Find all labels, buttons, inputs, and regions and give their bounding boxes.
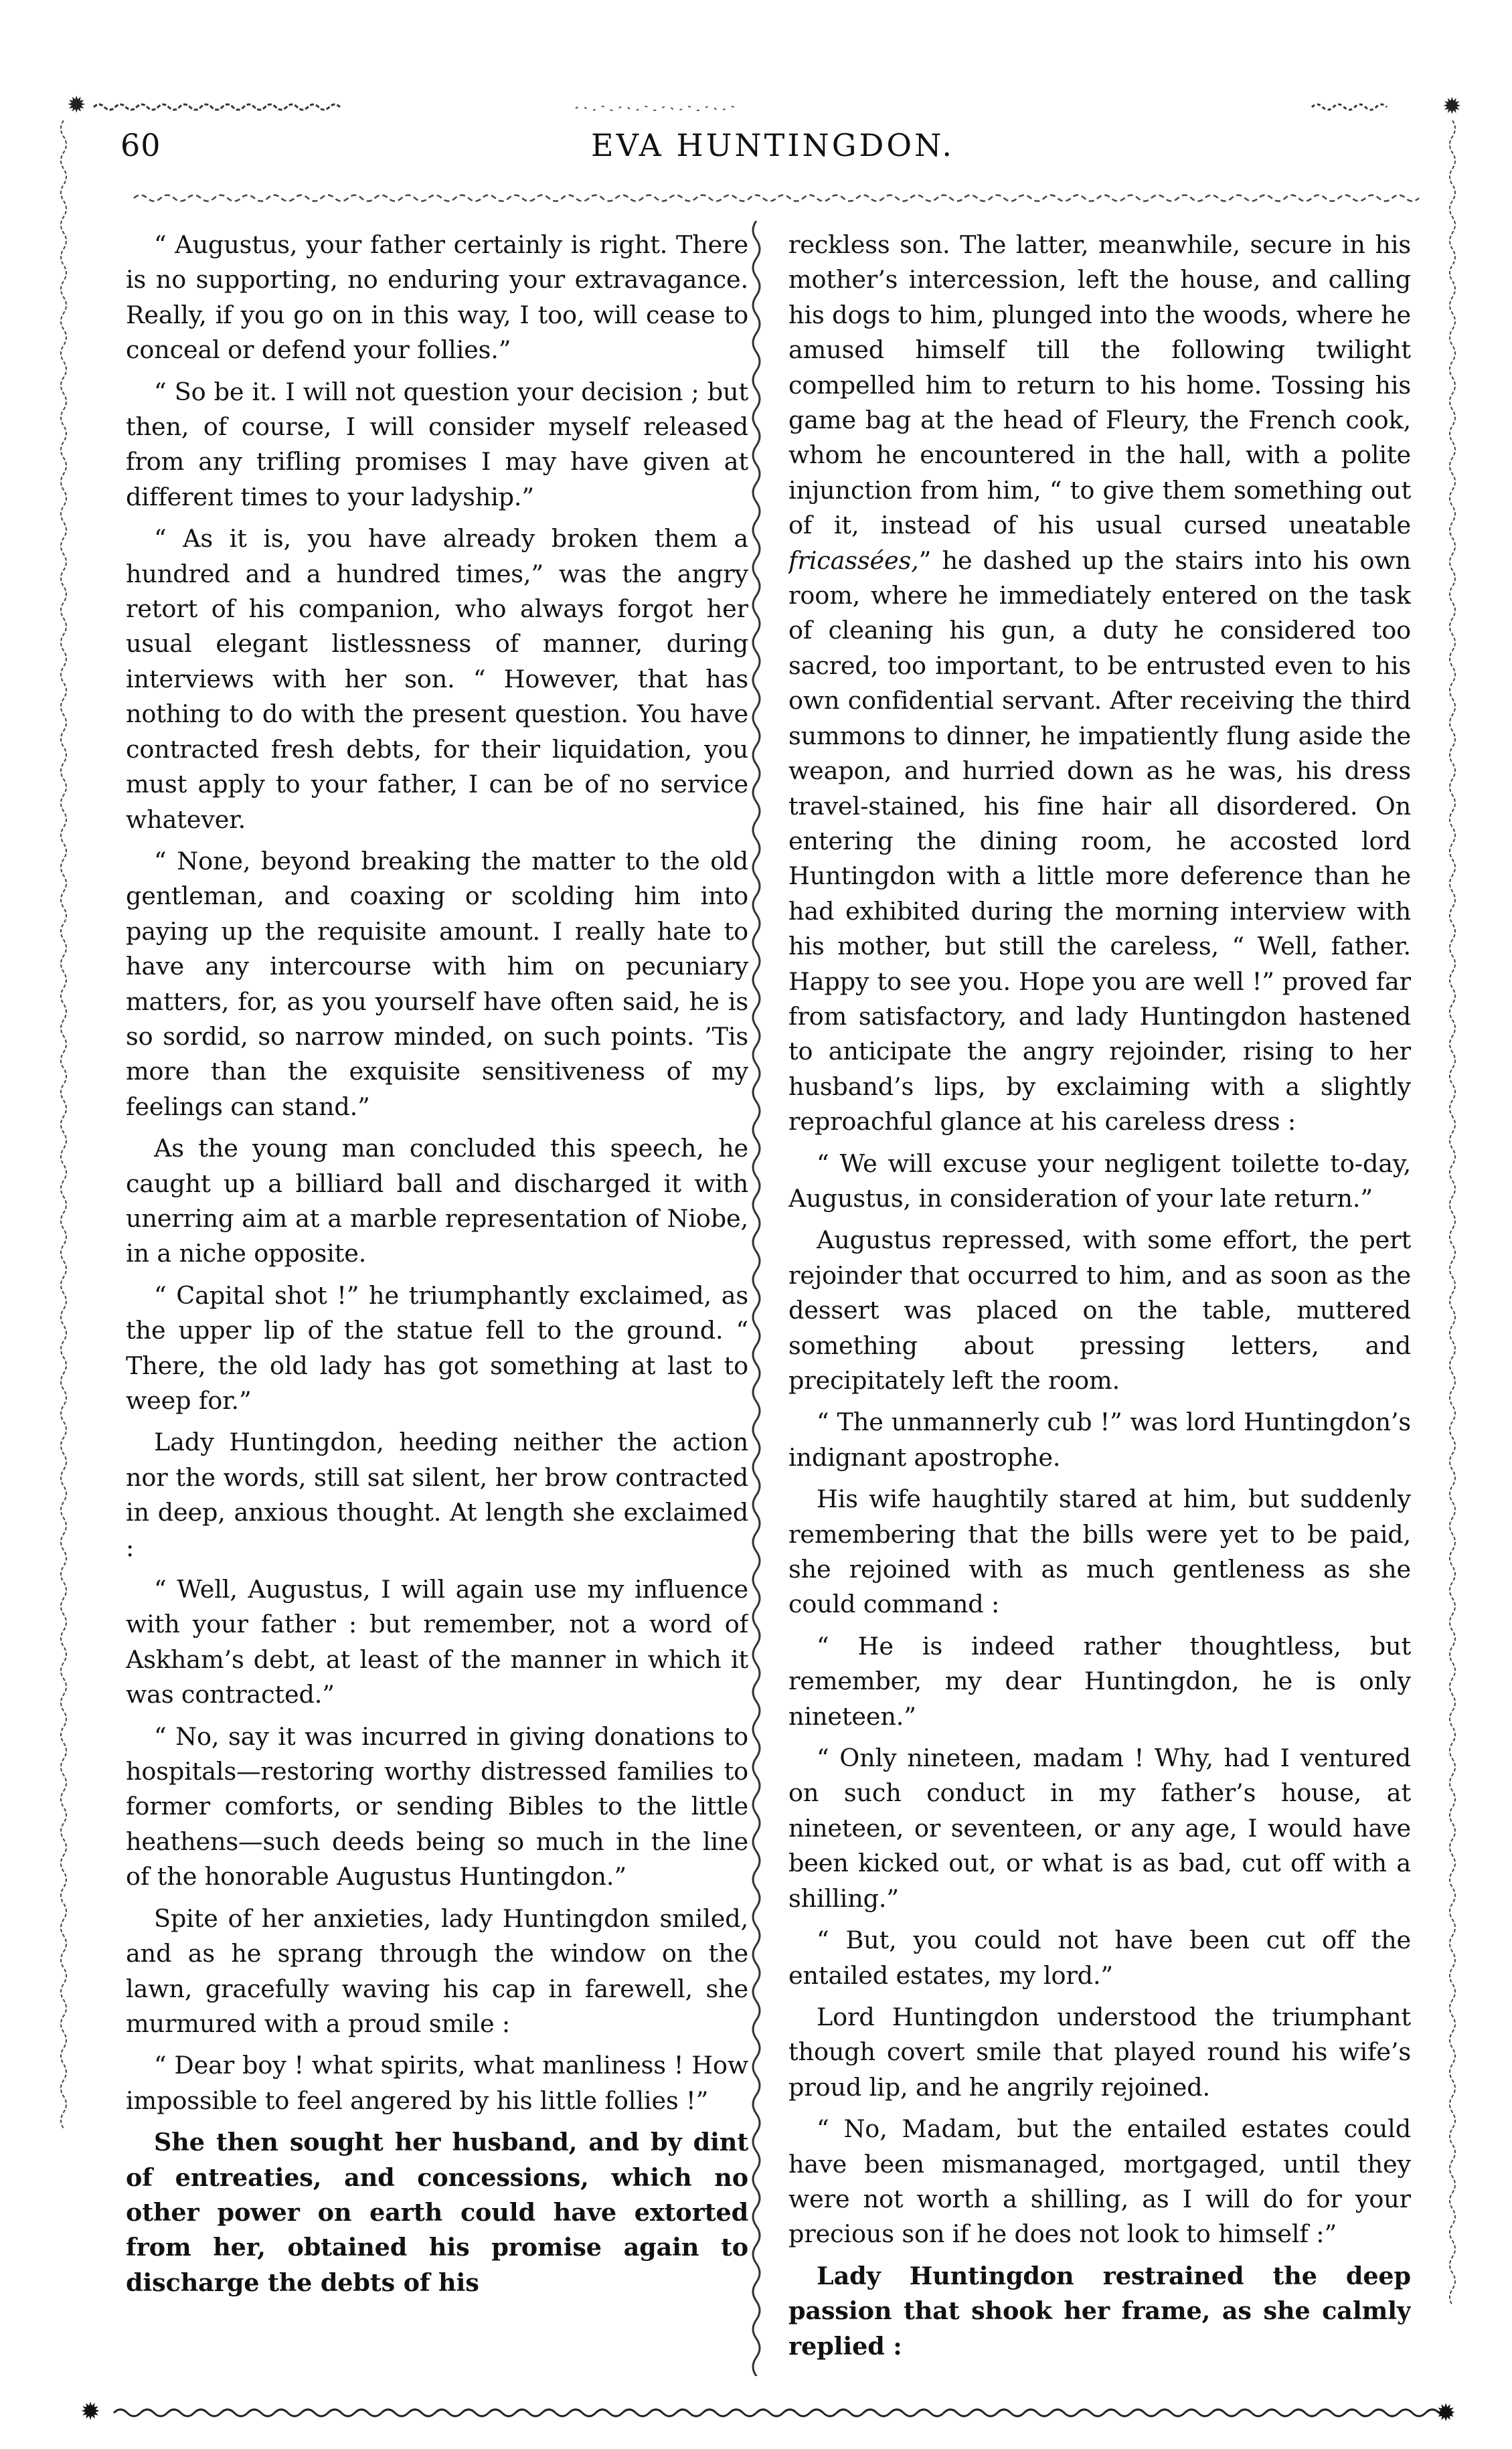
- paragraph: “ But, you could not have been cut off the entailed estates, my lord.”: [788, 1926, 1411, 1990]
- right-ornamental-border: [1442, 120, 1462, 2396]
- left-text-column: [126, 228, 748, 2389]
- paragraph: Lady Huntingdon, heeding neither the action nor the words, still sat silent, her brow contracted in deep, anxious thought. At length she exclaimed :: [126, 1428, 748, 1562]
- page-number: 60: [120, 127, 161, 163]
- paragraph: “ No, Madam, but the entailed estates could have been mismanaged, mortgaged, until they were not worth a shilling, as I will do for your precious son if he does not look to himself :”: [788, 2114, 1411, 2249]
- paragraph: “ Dear boy ! what spirits, what manliness ! How impossible to feel angered by his little follies !”: [126, 2051, 748, 2115]
- paragraph: As the young man concluded this speech, he caught up a billiard ball and discharged it with unerring aim at a marble representation of Niobe, in a niche opposite.: [126, 1134, 748, 1268]
- paragraph: “ Only nineteen, madam ! Why, had I ventured on such conduct in my father’s house, at nineteen, or seventeen, or any age, I would have been kicked out, or what is as bad, cut off with a shilling.”: [788, 1744, 1411, 1913]
- svg-text:✹: ✹: [1442, 94, 1462, 120]
- paragraph: “ Augustus, your father certainly is right. There is no supporting, no enduring your extravagance. Really, if you go on in this way, I too, will cease to conceal or defend your follies.”: [126, 230, 748, 365]
- paragraph: “ No, say it was incurred in giving donations to hospitals—restoring worthy distressed families to former comforts, or sending Bibles to the little heathens—such deeds being so much in the line of the honorable Augustus Huntingdon.”: [126, 1721, 748, 1891]
- running-title: EVA HUNTINGDON.: [590, 127, 955, 163]
- svg-text:✹: ✹: [67, 94, 86, 118]
- page-header: [120, 127, 1425, 174]
- paragraph: Spite of her anxieties, lady Huntingdon smiled, and as he sprang through the window on the lawn, gracefully waving his cap in farewell, she murmured with a proud smile :: [126, 1904, 748, 2038]
- paragraph: Lady Huntingdon restrained the deep passion that shook her frame, as she calmly replied :: [788, 2261, 1411, 2361]
- paragraph: “ He is indeed rather thoughtless, but remember, my dear Huntingdon, he is only nineteen.”: [788, 1631, 1411, 1731]
- paragraph: “ Capital shot !” he triumphantly exclaimed, as the upper lip of the statue fell to the ground. “ There, the old lady has got something at last to weep for.”: [126, 1280, 748, 1415]
- lead-in-text: reckless son. The latter, meanwhile, secure in his mother’s intercession, left the house, and calling his dogs to him, plunged into the woods, where he amused himself till the following twilight compelled him to return to his home. Tossing his game bag at the head of Fleury, the French cook, whom he encountered in the hall, with a polite injunction from him, “ to give them something out of it, instead of his usual cursed uneatable: [788, 230, 1411, 540]
- svg-text:✹: ✹: [80, 2399, 101, 2426]
- header-rule: [40, 189, 1479, 207]
- paragraph: “ As it is, you have already broken them a hundred and a hundred times,” was the angry retort of his companion, who always forgot her usual elegant listlessness of manner, during interviews with her son. “ However, that has nothing to do with the present question. You have contracted fresh debts, for their liquidation, you must apply to your father, I can be of no service whatever.: [126, 524, 748, 834]
- paragraph: His wife haughtily stared at him, but suddenly remembering that the bills were yet to be paid, she rejoined with as much gentleness as she could command :: [788, 1485, 1411, 1619]
- paragraph: Lord Huntingdon understood the triumphant though covert smile that played round his wife’s proud lip, and he angrily rejoined.: [788, 2002, 1411, 2102]
- paragraph: “ Well, Augustus, I will again use my influence with your father : but remember, not a word of Askham’s debt, at least of the manner in which it was contracted.”: [126, 1575, 748, 1709]
- top-ornamental-border: [40, 94, 1479, 120]
- left-ornamental-border: [54, 120, 74, 2396]
- paragraph: “ We will excuse your negligent toilette to-day, Augustus, in consideration of your late return.”: [788, 1149, 1411, 1213]
- svg-text:✹: ✹: [1436, 2399, 1456, 2426]
- right-text-column: [788, 228, 1411, 2389]
- bottom-ornamental-border: [40, 2399, 1479, 2426]
- continued-paragraph: [788, 228, 1411, 1140]
- italic-word: fricassées,: [788, 545, 919, 575]
- paragraph: Augustus repressed, with some effort, the pert rejoinder that occurred to him, and as soon as the dessert was placed on the table, muttered something about pressing letters, and precipitately left the room.: [788, 1226, 1411, 1395]
- paragraph: “ None, beyond breaking the matter to the old gentleman, and coaxing or scolding him into paying up the requisite amount. I really hate to have any intercourse with him on pecuniary matters, for, as you yourself have often said, he is so sordid, so narrow minded, on such points. ’Tis more than the exquisite sensitiveness of my feelings can stand.”: [126, 846, 748, 1121]
- paragraph: “ So be it. I will not question your decision ; but then, of course, I will consider myself released from any trifling promises I may have given at different times to your ladyship.”: [126, 377, 748, 511]
- paragraph: She then sought her husband, and by dint of entreaties, and concessions, which no other power on earth could have extorted from her, obtained his promise again to discharge the debts of his: [126, 2128, 748, 2297]
- paragraph: “ The unmannerly cub !” was lord Huntingdon’s indignant apostrophe.: [788, 1408, 1411, 1472]
- lead-in-rest: ” he dashed up the stairs into his own room, where he immediately entered on the task of cleaning his gun, a duty he considered too sacred, too important, to be entrusted even to his own confidential servant. After receiving the third summons to dinner, he impatiently flung aside the weapon, and hurried down as he was, his dress travel-stained, his fine hair all disordered. On entering the dining room, he accosted lord Huntingdon with a little more deference than he had exhibited during the morning interview with his mother, but still the careless, “ Well, father. Happy to see you. Hope you are well !” proved far from satisfactory, and lady Huntingdon hastened to anticipate the angry rejoinder, rising to her husband’s lips, by exclaiming with a slightly reproachful glance at his careless dress :: [788, 545, 1411, 1136]
